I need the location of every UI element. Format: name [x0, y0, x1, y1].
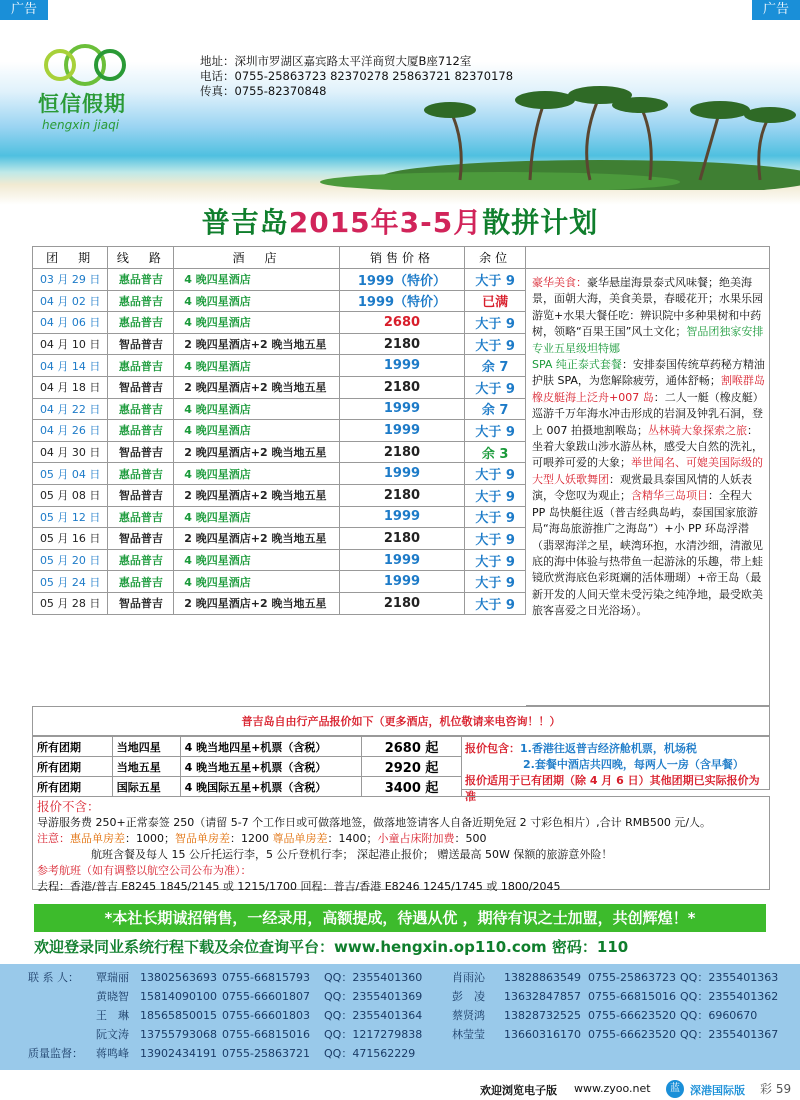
free-hotel-class: 当地四星 — [112, 737, 180, 757]
tour-price: 1999 — [339, 463, 465, 485]
tour-route: 智品普吉 — [108, 484, 174, 506]
free-price: 2920 起 — [362, 757, 462, 777]
tour-date: 04 月 18 日 — [33, 376, 108, 398]
flight-reference-title: 参考航班（如有调整以航空公司公布为准）： — [37, 864, 252, 877]
table-row — [33, 549, 526, 571]
contact-mobile: 13632847857 — [504, 990, 581, 1003]
contacts-section — [0, 964, 800, 1070]
tour-route: 惠品普吉 — [108, 398, 174, 420]
contact-qq: QQ：471562229 — [324, 1047, 416, 1060]
table-row — [33, 312, 526, 334]
page-number: 彩 59 — [760, 1082, 792, 1096]
tour-route: 惠品普吉 — [108, 420, 174, 442]
contact-row — [0, 1006, 800, 1025]
tour-date: 05 月 08 日 — [33, 484, 108, 506]
contact-name: 阮文涛 — [96, 1028, 129, 1041]
tour-hotel: 2 晚四星酒店+2 晚当地五星 — [174, 592, 339, 614]
address-line: 地址：深圳市罗湖区嘉宾路太平洋商贸大厦B座712室 — [200, 54, 472, 68]
free-travel-title: 普吉岛自由行产品报价如下（更多酒店，机位敬请来电咨询！！） — [32, 706, 770, 736]
tour-date: 05 月 28 日 — [33, 592, 108, 614]
table-row — [33, 398, 526, 420]
notice-label: 注意： — [37, 832, 70, 845]
seats-left: 大于 9 — [465, 506, 526, 528]
tour-hotel: 4 晚四星酒店 — [174, 290, 339, 312]
contact-phone: 0755-66815016 — [588, 990, 676, 1003]
contact-name: 彭 凌 — [452, 990, 485, 1003]
includes-item-2: 2.套餐中酒店共四晚，每两人一房（含早餐） — [523, 758, 744, 771]
seats-left: 大于 9 — [465, 463, 526, 485]
tour-route: 智品普吉 — [108, 441, 174, 463]
tour-route: 惠品普吉 — [108, 571, 174, 593]
contact-mobile: 13828732525 — [504, 1009, 581, 1022]
tour-route: 惠品普吉 — [108, 506, 174, 528]
seats-left: 大于 9 — [465, 484, 526, 506]
table-row — [33, 737, 462, 757]
free-package: 4 晚当地四星+机票（含税） — [180, 737, 362, 757]
contact-phone: 0755-66815793 — [222, 971, 310, 984]
login-platform: 欢迎登录同业系统行程下载及余位查询平台：www.hengxin.op110.com 密码：110 — [34, 938, 629, 956]
tour-date: 04 月 06 日 — [33, 312, 108, 334]
table-row — [33, 463, 526, 485]
contact-phone: 0755-66601807 — [222, 990, 310, 1003]
table-row — [33, 592, 526, 614]
seats-left: 大于 9 — [465, 312, 526, 334]
child-bed-fee: 小童占床附加费 — [377, 832, 455, 845]
contact-mobile: 18565850015 — [140, 1009, 217, 1022]
tour-price: 2180 — [339, 376, 465, 398]
contact-phone: 0755-66601803 — [222, 1009, 310, 1022]
seats-left: 余 3 — [465, 441, 526, 463]
tour-date: 04 月 10 日 — [33, 333, 108, 355]
single-supplement-2: 智品单房差 — [175, 832, 230, 845]
seats-left: 余 7 — [465, 398, 526, 420]
title-destination: 普吉岛 — [201, 206, 289, 239]
free-price: 2680 起 — [362, 737, 462, 757]
contact-qq: QQ：6960670 — [680, 1009, 758, 1022]
contact-name: 蒋鸣峰 — [96, 1047, 129, 1060]
price-applicability: 报价适用于已有团期（除 4 月 6 日）其他团期已实际报价为准 — [465, 774, 760, 803]
tour-hotel: 4 晚四星酒店 — [174, 420, 339, 442]
free-hotel-class: 国际五星 — [112, 777, 180, 797]
table-row — [33, 506, 526, 528]
free-hotel-class: 当地五星 — [112, 757, 180, 777]
tour-price: 1999 — [339, 506, 465, 528]
table-row — [33, 420, 526, 442]
fax-line: 传真：0755-82370848 — [200, 84, 327, 98]
table-row — [33, 355, 526, 377]
highlight-body: ：全程大 PP 岛快艇往返（普吉经典岛屿，泰国国家旅游局“海岛旅游推广之海岛”）+小 PP 环岛浮潜（翡翠海洋之星，峡湾环抱，水清沙细，清澈见底的海中体验与热带鱼一起游泳的乐趣，带上蛙镜欣赏海底色彩斑斓的活体珊瑚）+帝王岛（最新开发的人间天堂未受污染之纯净地，最受欧美旅客喜爱之日光浴场）。 — [532, 489, 763, 618]
highlight-body: ：观赏最具泰国风情的人妖表演，令您叹为观止； — [532, 472, 752, 503]
tour-date: 04 月 22 日 — [33, 398, 108, 420]
highlight-body: ：坐着大象跋山涉水游丛林，感受大自然的洗礼，可喂养可爱的大象； — [532, 423, 763, 470]
contact-name: 蔡贤鸿 — [452, 1009, 485, 1022]
seats-left: 大于 9 — [465, 376, 526, 398]
contact-qq: QQ：2355401362 — [680, 990, 779, 1003]
table-row — [33, 757, 462, 777]
title-period: 2015年3-5月 — [288, 206, 483, 239]
contact-name: 覃瑞丽 — [96, 971, 129, 984]
contact-phone: 0755-66623520 — [588, 1028, 676, 1041]
tour-price: 2180 — [339, 528, 465, 550]
tour-date: 03 月 29 日 — [33, 269, 108, 291]
contact-row — [0, 987, 800, 1006]
price-exclusions — [32, 796, 770, 893]
highlight-title: 智品团独家安排专业五星级坦特娜 — [532, 325, 764, 355]
tour-date: 04 月 26 日 — [33, 420, 108, 442]
footer-label: 欢迎浏览电子版 — [480, 1084, 557, 1097]
tour-hotel: 4 晚四星酒店 — [174, 506, 339, 528]
exclusions-title: 报价不含： — [37, 799, 100, 814]
child-bed-fee-value: ：500 — [454, 832, 487, 845]
contact-qq: QQ：2355401360 — [324, 971, 423, 984]
table-row — [33, 777, 462, 797]
tour-route: 惠品普吉 — [108, 463, 174, 485]
contact-qq: QQ：2355401369 — [324, 990, 423, 1003]
tour-route: 智品普吉 — [108, 376, 174, 398]
supervise-label: 质量监督： — [28, 1047, 83, 1060]
highlight-body: ：二人一艇（橡皮艇）巡游千万年海水冲击形成的岩洞及钟乳石洞，登上 007 拍摄地割喉岛； — [532, 390, 764, 437]
tour-price: 2680 — [339, 312, 465, 334]
contact-phone: 0755-25863723 — [588, 971, 676, 984]
seats-left: 大于 9 — [465, 571, 526, 593]
tour-price: 1999 — [339, 571, 465, 593]
contact-name: 肖雨沁 — [452, 971, 485, 984]
title-suffix: 散拼计划 — [482, 206, 599, 239]
tour-route: 惠品普吉 — [108, 355, 174, 377]
highlight-body: ：安排泰国传统草药秘方精油护肤 SPA，为您解除疲劳，通体舒畅； — [532, 358, 765, 388]
includes-label: 报价包含： — [465, 742, 520, 755]
header-banner — [0, 0, 800, 205]
ad-tag-right: 广告 — [752, 0, 800, 20]
footer-edition: 深港国际版 — [690, 1084, 745, 1097]
footer-url[interactable]: www.zyoo.net — [574, 1082, 651, 1095]
notes-line-3: 航班含餐及每人 15 公斤托运行李，5 公斤登机行李； 深起港止报价； 赠送最高 50W 保额的旅游意外险！ — [91, 848, 613, 861]
table-row — [33, 484, 526, 506]
tour-date: 05 月 20 日 — [33, 549, 108, 571]
highlights-header — [526, 246, 770, 268]
contact-phone: 0755-66623520 — [588, 1009, 676, 1022]
highlight-body: 豪华悬崖海景泰式风味餐；绝美海景，面朝大海，美食美景，春暖花开；水果乐园游览+水果大餐任吃：辨识院中多种果树和中药树，领略“百果王国”风土文化； — [532, 276, 763, 339]
edition-badge-icon: 蓝 — [666, 1080, 684, 1098]
tour-date: 05 月 04 日 — [33, 463, 108, 485]
seats-left: 大于 9 — [465, 592, 526, 614]
highlight-title: 割喉群岛橡皮艇海上泛舟+007 岛 — [532, 374, 765, 404]
free-price: 3400 起 — [362, 777, 462, 797]
includes-item-1: 1.香港往返普吉经济舱机票，机场税 — [520, 742, 697, 755]
tour-date: 05 月 24 日 — [33, 571, 108, 593]
tour-price: 2180 — [339, 592, 465, 614]
tour-price: 1999（特价） — [339, 290, 465, 312]
price-includes — [462, 736, 770, 803]
table-row — [33, 376, 526, 398]
tour-hotel: 2 晚四星酒店+2 晚当地五星 — [174, 484, 339, 506]
recruitment-banner: *本社长期诚招销售，一经录用，高额提成，待遇从优 ，期待有识之士加盟，共创辉煌！* — [34, 904, 766, 932]
contact-phone: 0755-25863721 — [222, 1047, 310, 1060]
tour-date: 05 月 16 日 — [33, 528, 108, 550]
highlight-title: 含精华三岛项目 — [631, 489, 708, 503]
contact-qq: QQ：2355401367 — [680, 1028, 779, 1041]
free-package: 4 晚国际五星+机票（含税） — [180, 777, 362, 797]
tour-date: 04 月 02 日 — [33, 290, 108, 312]
exclusions-line-1: 导游服务费 250+正常泰签 250（请留 5-7 个工作日或可做落地签，做落地签请客人自备近期免冠 2 寸彩色相片）,合计 RMB500 元/人。 — [37, 816, 712, 829]
tour-price: 2180 — [339, 441, 465, 463]
tour-hotel: 4 晚四星酒店 — [174, 355, 339, 377]
brand-logo — [38, 44, 138, 132]
contact-phone: 0755-66815016 — [222, 1028, 310, 1041]
seats-left: 已满 — [465, 290, 526, 312]
seats-left: 大于 9 — [465, 420, 526, 442]
free-dates: 所有团期 — [33, 777, 113, 797]
highlight-title: 举世闻名、可媲美国际级的大型人妖歌舞团 — [532, 456, 763, 486]
company-contact — [200, 54, 513, 99]
contact-row — [0, 968, 800, 987]
tour-hotel: 4 晚四星酒店 — [174, 312, 339, 334]
tour-hotel: 4 晚四星酒店 — [174, 549, 339, 571]
contact-qq: QQ：1217279838 — [324, 1028, 423, 1041]
column-header: 销售价格 — [339, 247, 465, 269]
single-supplement-1-value: ：1000； — [125, 832, 175, 845]
column-header: 余位 — [465, 247, 526, 269]
contact-mobile: 13755793068 — [140, 1028, 217, 1041]
tour-price: 1999 — [339, 355, 465, 377]
table-row — [33, 441, 526, 463]
tour-price: 2180 — [339, 333, 465, 355]
tour-route: 惠品普吉 — [108, 290, 174, 312]
tour-route: 智品普吉 — [108, 528, 174, 550]
tour-date: 05 月 12 日 — [33, 506, 108, 528]
single-supplement-1: 惠品单房差 — [70, 832, 125, 845]
contact-row — [0, 1044, 800, 1063]
tour-route: 惠品普吉 — [108, 549, 174, 571]
contact-name: 林莹莹 — [452, 1028, 485, 1041]
table-row — [33, 571, 526, 593]
notes-line-2 — [37, 831, 765, 847]
contact-mobile: 13902434191 — [140, 1047, 217, 1060]
tour-date: 04 月 30 日 — [33, 441, 108, 463]
single-supplement-3: 尊品单房差 — [272, 832, 328, 845]
highlight-title: SPA 纯正泰式套餐 — [532, 358, 622, 372]
tour-hotel: 2 晚四星酒店+2 晚当地五星 — [174, 441, 339, 463]
single-supplement-2-value: ：1200 — [230, 832, 273, 845]
tour-hotel: 2 晚四星酒店+2 晚当地五星 — [174, 333, 339, 355]
ad-tag-left: 广告 — [0, 0, 48, 20]
schedule-table — [32, 246, 526, 615]
contact-mobile: 15814090100 — [140, 990, 217, 1003]
tour-hotel: 4 晚四星酒店 — [174, 269, 339, 291]
contact-row — [0, 1025, 800, 1044]
tour-hotel: 2 晚四星酒店+2 晚当地五星 — [174, 528, 339, 550]
tour-price: 1999 — [339, 420, 465, 442]
tour-price: 1999（特价） — [339, 269, 465, 291]
tour-price: 2180 — [339, 484, 465, 506]
contacts-label: 联 系 人： — [28, 971, 79, 984]
free-dates: 所有团期 — [33, 757, 113, 777]
highlight-title: 丛林骑大象探索之旅 — [648, 423, 747, 437]
contact-mobile: 13660316170 — [504, 1028, 581, 1041]
contact-name: 黄晓智 — [96, 990, 129, 1003]
contact-qq: QQ：2355401363 — [680, 971, 779, 984]
highlight-item — [532, 489, 763, 617]
logo-mark-icon — [42, 44, 128, 86]
brand-name: 恒信假期 — [38, 92, 126, 116]
tour-route: 惠品普吉 — [108, 312, 174, 334]
table-row — [33, 290, 526, 312]
tour-route: 智品普吉 — [108, 333, 174, 355]
brand-pinyin: hengxin jiaqi — [42, 118, 120, 132]
contact-mobile: 13802563693 — [140, 971, 217, 984]
tour-route: 惠品普吉 — [108, 269, 174, 291]
seats-left: 大于 9 — [465, 528, 526, 550]
tour-route: 智品普吉 — [108, 592, 174, 614]
page-footer — [0, 1070, 800, 1100]
highlights-panel — [526, 268, 770, 706]
table-row — [33, 528, 526, 550]
seats-left: 大于 9 — [465, 269, 526, 291]
tour-hotel: 4 晚四星酒店 — [174, 398, 339, 420]
tour-hotel: 4 晚四星酒店 — [174, 571, 339, 593]
free-travel-table — [32, 736, 462, 797]
free-dates: 所有团期 — [33, 737, 113, 757]
tour-price: 1999 — [339, 549, 465, 571]
tour-hotel: 4 晚四星酒店 — [174, 463, 339, 485]
seats-left: 大于 9 — [465, 333, 526, 355]
flight-reference: 去程：香港/普吉 E8245 1845/2145 或 1215/1700 回程：普吉/香港 E8246 1245/1745 或 1800/2045 — [37, 880, 561, 893]
tour-hotel: 2 晚四星酒店+2 晚当地五星 — [174, 376, 339, 398]
column-header: 线 路 — [108, 247, 174, 269]
page-title — [0, 205, 800, 241]
contact-name: 王 琳 — [96, 1009, 129, 1022]
phone-line: 电话：0755-25863723 82370278 25863721 82370178 — [200, 69, 514, 83]
highlight-title: 豪华美食： — [532, 276, 587, 289]
tour-date: 04 月 14 日 — [33, 355, 108, 377]
column-header: 酒 店 — [174, 247, 339, 269]
column-header: 团 期 — [33, 247, 108, 269]
tour-price: 1999 — [339, 398, 465, 420]
contact-qq: QQ：2355401364 — [324, 1009, 423, 1022]
free-package: 4 晚当地五星+机票（含税） — [180, 757, 362, 777]
seats-left: 大于 9 — [465, 549, 526, 571]
single-supplement-3-value: ：1400； — [327, 832, 378, 845]
seats-left: 余 7 — [465, 355, 526, 377]
table-row — [33, 269, 526, 291]
table-row — [33, 333, 526, 355]
contact-mobile: 13828863549 — [504, 971, 581, 984]
